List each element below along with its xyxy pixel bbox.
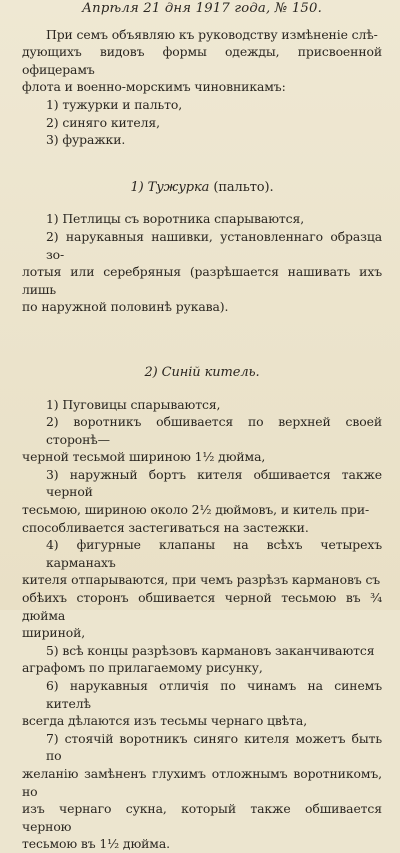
section-1-word: Тужурка <box>147 179 210 195</box>
section-2-line-5: тесьмою, шириною около 2½ дюймовъ, и китель при- <box>22 502 370 518</box>
section-2-word: Синій китель. <box>161 364 260 380</box>
section-2-line-7: 4) фигурные клапаны на всѣхъ четырехъ карманахъ <box>46 537 382 570</box>
section-1-title <box>22 179 382 197</box>
document-header: Апрѣля 21 дня 1917 года, № 150. <box>81 1 322 16</box>
section-2-line-8: кителя отпарываются, при чемъ разрѣзъ кармановъ съ <box>22 572 381 588</box>
section-2-line-15: 7) стоячій воротникъ синяго кителя можетъ быть по <box>46 730 382 764</box>
section-2-line-2: 2) воротникъ обшивается по верхней своей сторонѣ— <box>46 414 382 447</box>
intro-item-1: 1) тужурки и пальто, <box>46 96 183 112</box>
section-2-line-4: 3) наружный бортъ кителя обшивается также черной <box>46 466 382 500</box>
section-2-line-17: изъ чернаго сукна, который также обшивается черною <box>22 801 382 834</box>
section-1-number: 1) <box>130 179 144 195</box>
intro-line-2: дующихъ видовъ формы одежды, присвоенной офицерамъ <box>22 44 382 77</box>
section-2-line-11: 5) всѣ концы разрѣзовъ кармановъ заканчиваются <box>46 642 375 658</box>
section-2-line-6: способливается застегиваться на застежки. <box>22 519 309 535</box>
intro-line-1: При семъ объявляю къ руководству измѣненіе слѣ- <box>46 26 378 42</box>
section-2-line-18: тесьмою въ 1½ дюйма. <box>22 836 170 852</box>
intro-item-2: 2) синяго кителя, <box>46 114 160 130</box>
intro-item-3: 3) фуражки. <box>46 132 126 148</box>
section-2-number: 2) <box>144 364 158 380</box>
section-2-line-10: шириной, <box>22 625 86 641</box>
section-1-rest: (пальто). <box>213 179 274 195</box>
section-2-line-9: обѣихъ сторонъ обшивается черной тесьмою въ ¾ дюйма <box>22 590 382 623</box>
section-1-item-2-end: по наружной половинѣ рукава). <box>22 299 229 315</box>
section-2-line-14: всегда дѣлаются изъ тесьмы чернаго цвѣта, <box>22 713 308 729</box>
section-2-line-3: черной тесьмой шириною 1½ дюйма, <box>22 449 266 465</box>
section-2-line-13: 6) нарукавныя отличія по чинамъ на синемъ кителѣ <box>46 678 382 711</box>
section-2-line-16: желанію замѣненъ глухимъ отложнымъ воротникомъ, но <box>22 765 382 799</box>
section-1-item-2-cont: лотыя или серебряныя (разрѣшается нашивать ихъ лишь <box>22 264 382 297</box>
section-1-item-1: 1) Петлицы съ воротника спарываются, <box>46 211 305 227</box>
section-1-item-2: 2) нарукавныя нашивки, установленнаго образца зо- <box>46 228 382 262</box>
section-2-line-1: 1) Пуговицы спарываются, <box>46 396 221 412</box>
section-2-line-12: аграфомъ по прилагаемому рисунку, <box>22 660 263 676</box>
intro-line-3: флота и военно-морскимъ чиновникамъ: <box>22 79 286 95</box>
section-2-title <box>22 364 382 382</box>
